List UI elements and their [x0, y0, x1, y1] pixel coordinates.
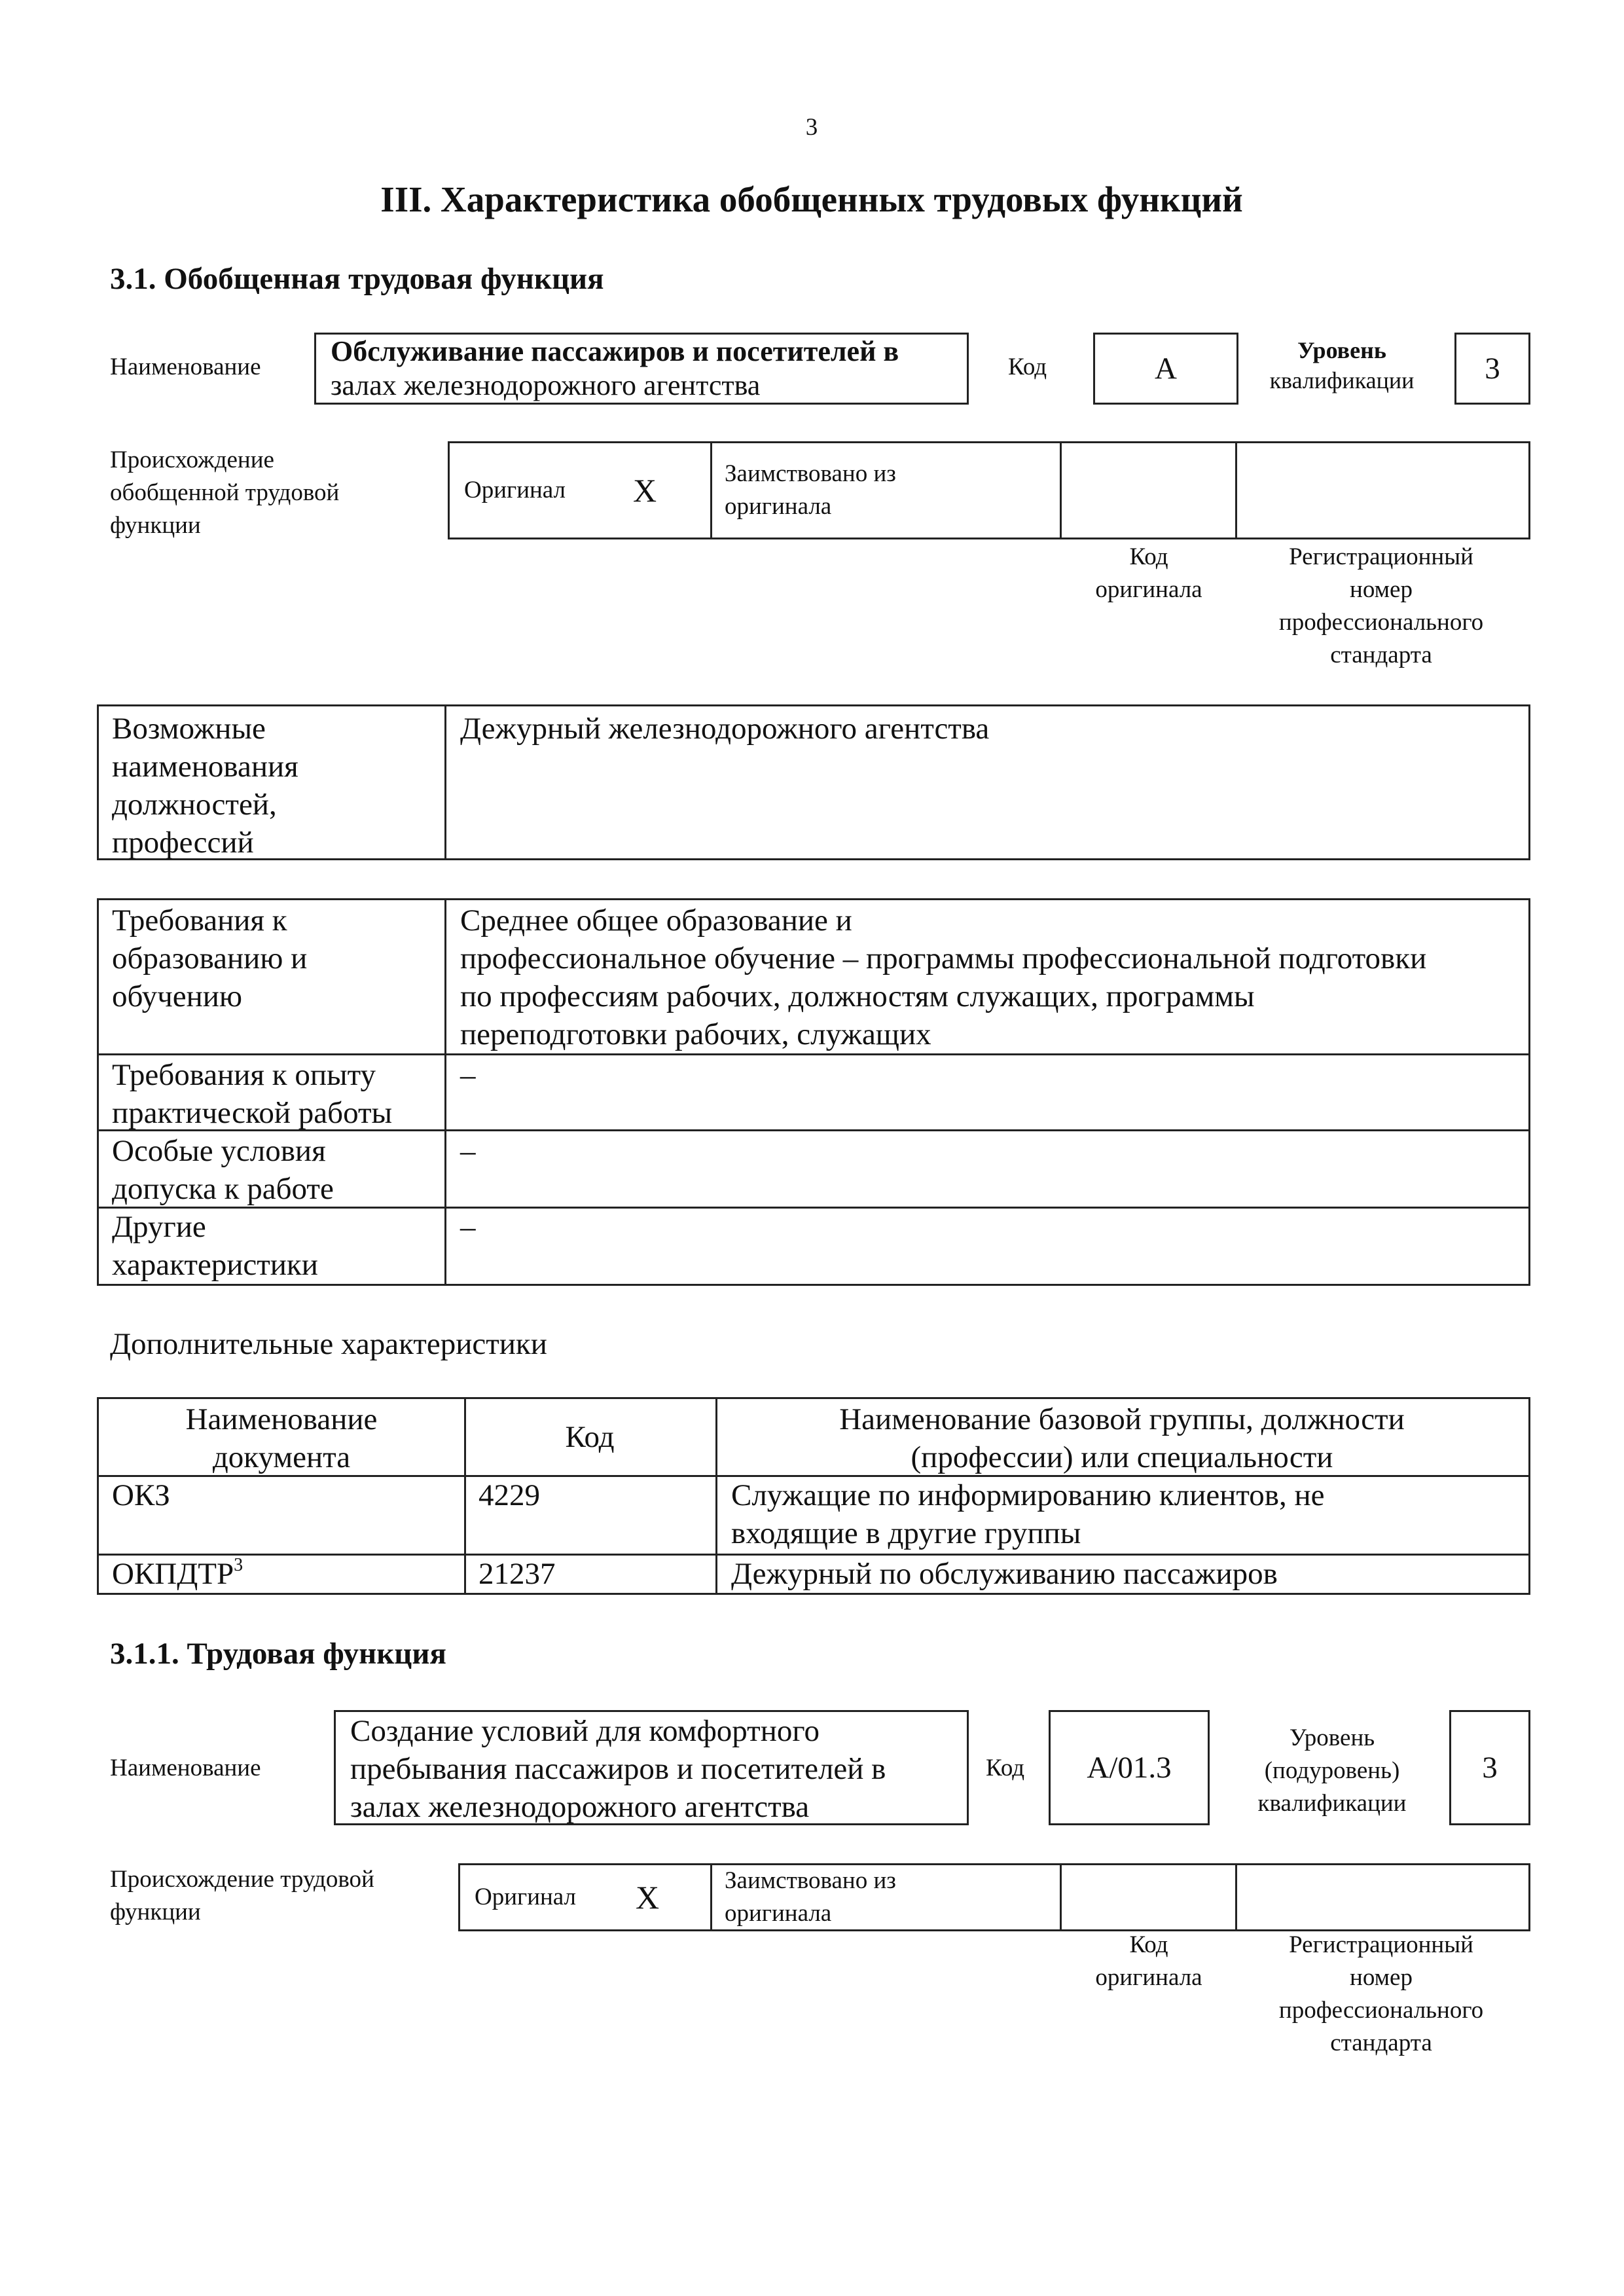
experience-requirements-value: –	[460, 1058, 476, 1092]
gtf-heading: 3.1. Обобщенная трудовая функция	[110, 262, 604, 296]
tf-name-label: Наименование	[110, 1755, 261, 1781]
tf-original-mark: X	[636, 1879, 660, 1916]
col-code-header: Код	[565, 1420, 615, 1454]
tf-code-value: А/01.3	[1049, 1710, 1210, 1825]
col-group-header: Наименование базовой группы, должности (профессии) или специальности	[839, 1402, 1405, 1474]
tf-origin-label: Происхождение трудовой функции	[110, 1866, 374, 1925]
positions-table	[97, 704, 1530, 860]
gtf-origin-table	[448, 441, 1530, 539]
positions-value: Дежурный железнодорожного агентства	[460, 712, 990, 746]
table-row-name: Служащие по информированию клиентов, не входящие в другие группы	[731, 1478, 1325, 1550]
gtf-name-box	[314, 333, 969, 405]
special-conditions-label: Особые условия допуска к работе	[112, 1134, 334, 1206]
requirements-table	[97, 898, 1530, 1286]
tf-heading: 3.1.1. Трудовая функция	[110, 1637, 446, 1671]
tf-name-text: Создание условий для комфортного пребывания пассажиров и посетителей в залах железнодорожного агентства	[350, 1714, 886, 1824]
page-number: 3	[805, 114, 818, 141]
tf-original-code-caption: Код оригинала	[1095, 1931, 1202, 1991]
additional-table	[97, 1397, 1530, 1595]
tf-borrowed-label: Заимствовано из оригинала	[725, 1867, 896, 1927]
experience-requirements-label: Требования к опыту практической работы	[112, 1058, 393, 1130]
footnote-mark: 3	[234, 1555, 244, 1575]
table-row-doc: ОКПДТР$^3$	[112, 1555, 244, 1591]
education-requirements-value: Среднее общее образование и профессиональное обучение – программы профессиональной подготовки по профессиям рабочих, должностям служащих, программы переподготовки рабочих, служащих	[460, 903, 1427, 1051]
gtf-code-label: Код	[1008, 354, 1047, 380]
gtf-name-label: Наименование	[110, 354, 261, 380]
education-requirements-label: Требования к образованию и обучению	[112, 903, 308, 1013]
tf-original-label: Оригинал	[475, 1884, 577, 1910]
special-conditions-value: –	[460, 1134, 476, 1168]
tf-origin-table	[458, 1863, 1530, 1931]
table-row-code: 21237	[478, 1557, 556, 1591]
tf-code-label: Код	[986, 1755, 1025, 1781]
additional-heading: Дополнительные характеристики	[110, 1327, 547, 1361]
table-row-doc: ОКЗ	[112, 1478, 170, 1512]
table-row-code: 4229	[478, 1478, 540, 1512]
gtf-original-code-caption: Код оригинала	[1095, 543, 1202, 603]
positions-label: Возможные наименования должностей, профессий	[112, 712, 298, 860]
col-document-header: Наименование документа	[185, 1402, 378, 1474]
gtf-original-label: Оригинал	[464, 477, 566, 503]
gtf-borrowed-label: Заимствовано из оригинала	[725, 460, 896, 520]
gtf-level-value: 3	[1454, 333, 1530, 405]
gtf-registration-caption: Регистрационный номер профессионального стандарта	[1278, 543, 1484, 668]
gtf-original-mark: X	[633, 472, 657, 509]
other-characteristics-label: Другие характеристики	[112, 1210, 318, 1282]
tf-level-value: 3	[1449, 1710, 1530, 1825]
other-characteristics-value: –	[460, 1210, 476, 1244]
gtf-name-line2: залах железнодорожного агентства	[331, 369, 761, 401]
gtf-level-label: Уровень квалификации	[1269, 337, 1415, 393]
tf-name-box	[334, 1710, 969, 1825]
gtf-origin-label: Происхождение обобщенной трудовой функции	[110, 446, 340, 539]
gtf-name-line1: Обслуживание пассажиров и посетителей в	[331, 335, 899, 367]
section-title: III. Характеристика обобщенных трудовых функций	[380, 179, 1243, 219]
gtf-code-value: А	[1093, 333, 1238, 405]
tf-level-label: Уровень (подуровень) квалификации	[1257, 1724, 1407, 1817]
tf-registration-caption: Регистрационный номер профессионального стандарта	[1278, 1931, 1484, 2056]
table-row-name: Дежурный по обслуживанию пассажиров	[731, 1557, 1278, 1591]
